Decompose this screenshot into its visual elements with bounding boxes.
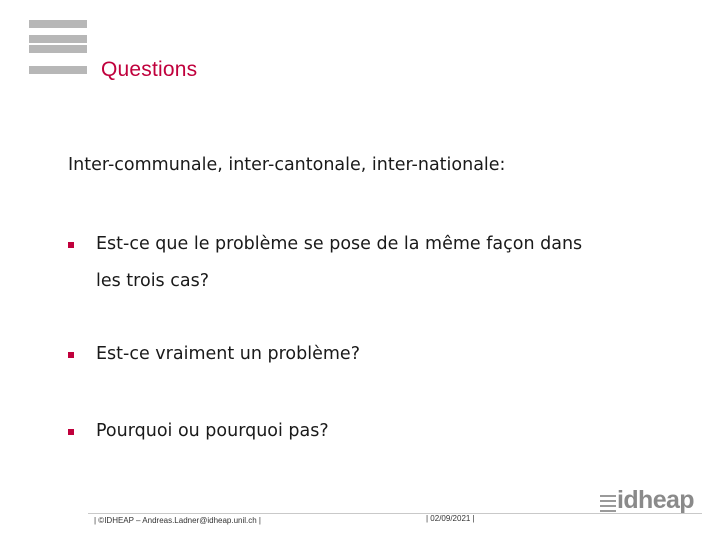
bullet-square-icon	[68, 352, 74, 358]
bullet-item-1	[68, 226, 668, 300]
bullet-text-1b: les trois cas?	[96, 271, 209, 291]
bullet-square-icon	[68, 242, 74, 248]
footer-copyright: | ©IDHEAP – Andreas.Ladner@idheap.unil.ch |	[94, 516, 262, 525]
bullet-text-2: Est-ce vraiment un problème?	[96, 344, 360, 364]
footer-date: | 02/09/2021 |	[426, 514, 475, 523]
bullet-item-3	[68, 413, 668, 450]
header-logo-bars	[29, 20, 87, 76]
intro-text: Inter-communale, inter-cantonale, inter-nationale:	[68, 155, 506, 175]
idheap-logo	[600, 486, 694, 521]
slide-title: Questions	[101, 58, 198, 81]
bullet-text-3: Pourquoi ou pourquoi pas?	[96, 421, 329, 441]
bullet-square-icon	[68, 429, 74, 435]
bullet-item-2	[68, 336, 668, 373]
logo-lines-icon	[600, 495, 616, 515]
bullet-text-1a: Est-ce que le problème se pose de la même façon dans	[96, 234, 583, 254]
logo-wordmark: idheap	[617, 486, 694, 514]
